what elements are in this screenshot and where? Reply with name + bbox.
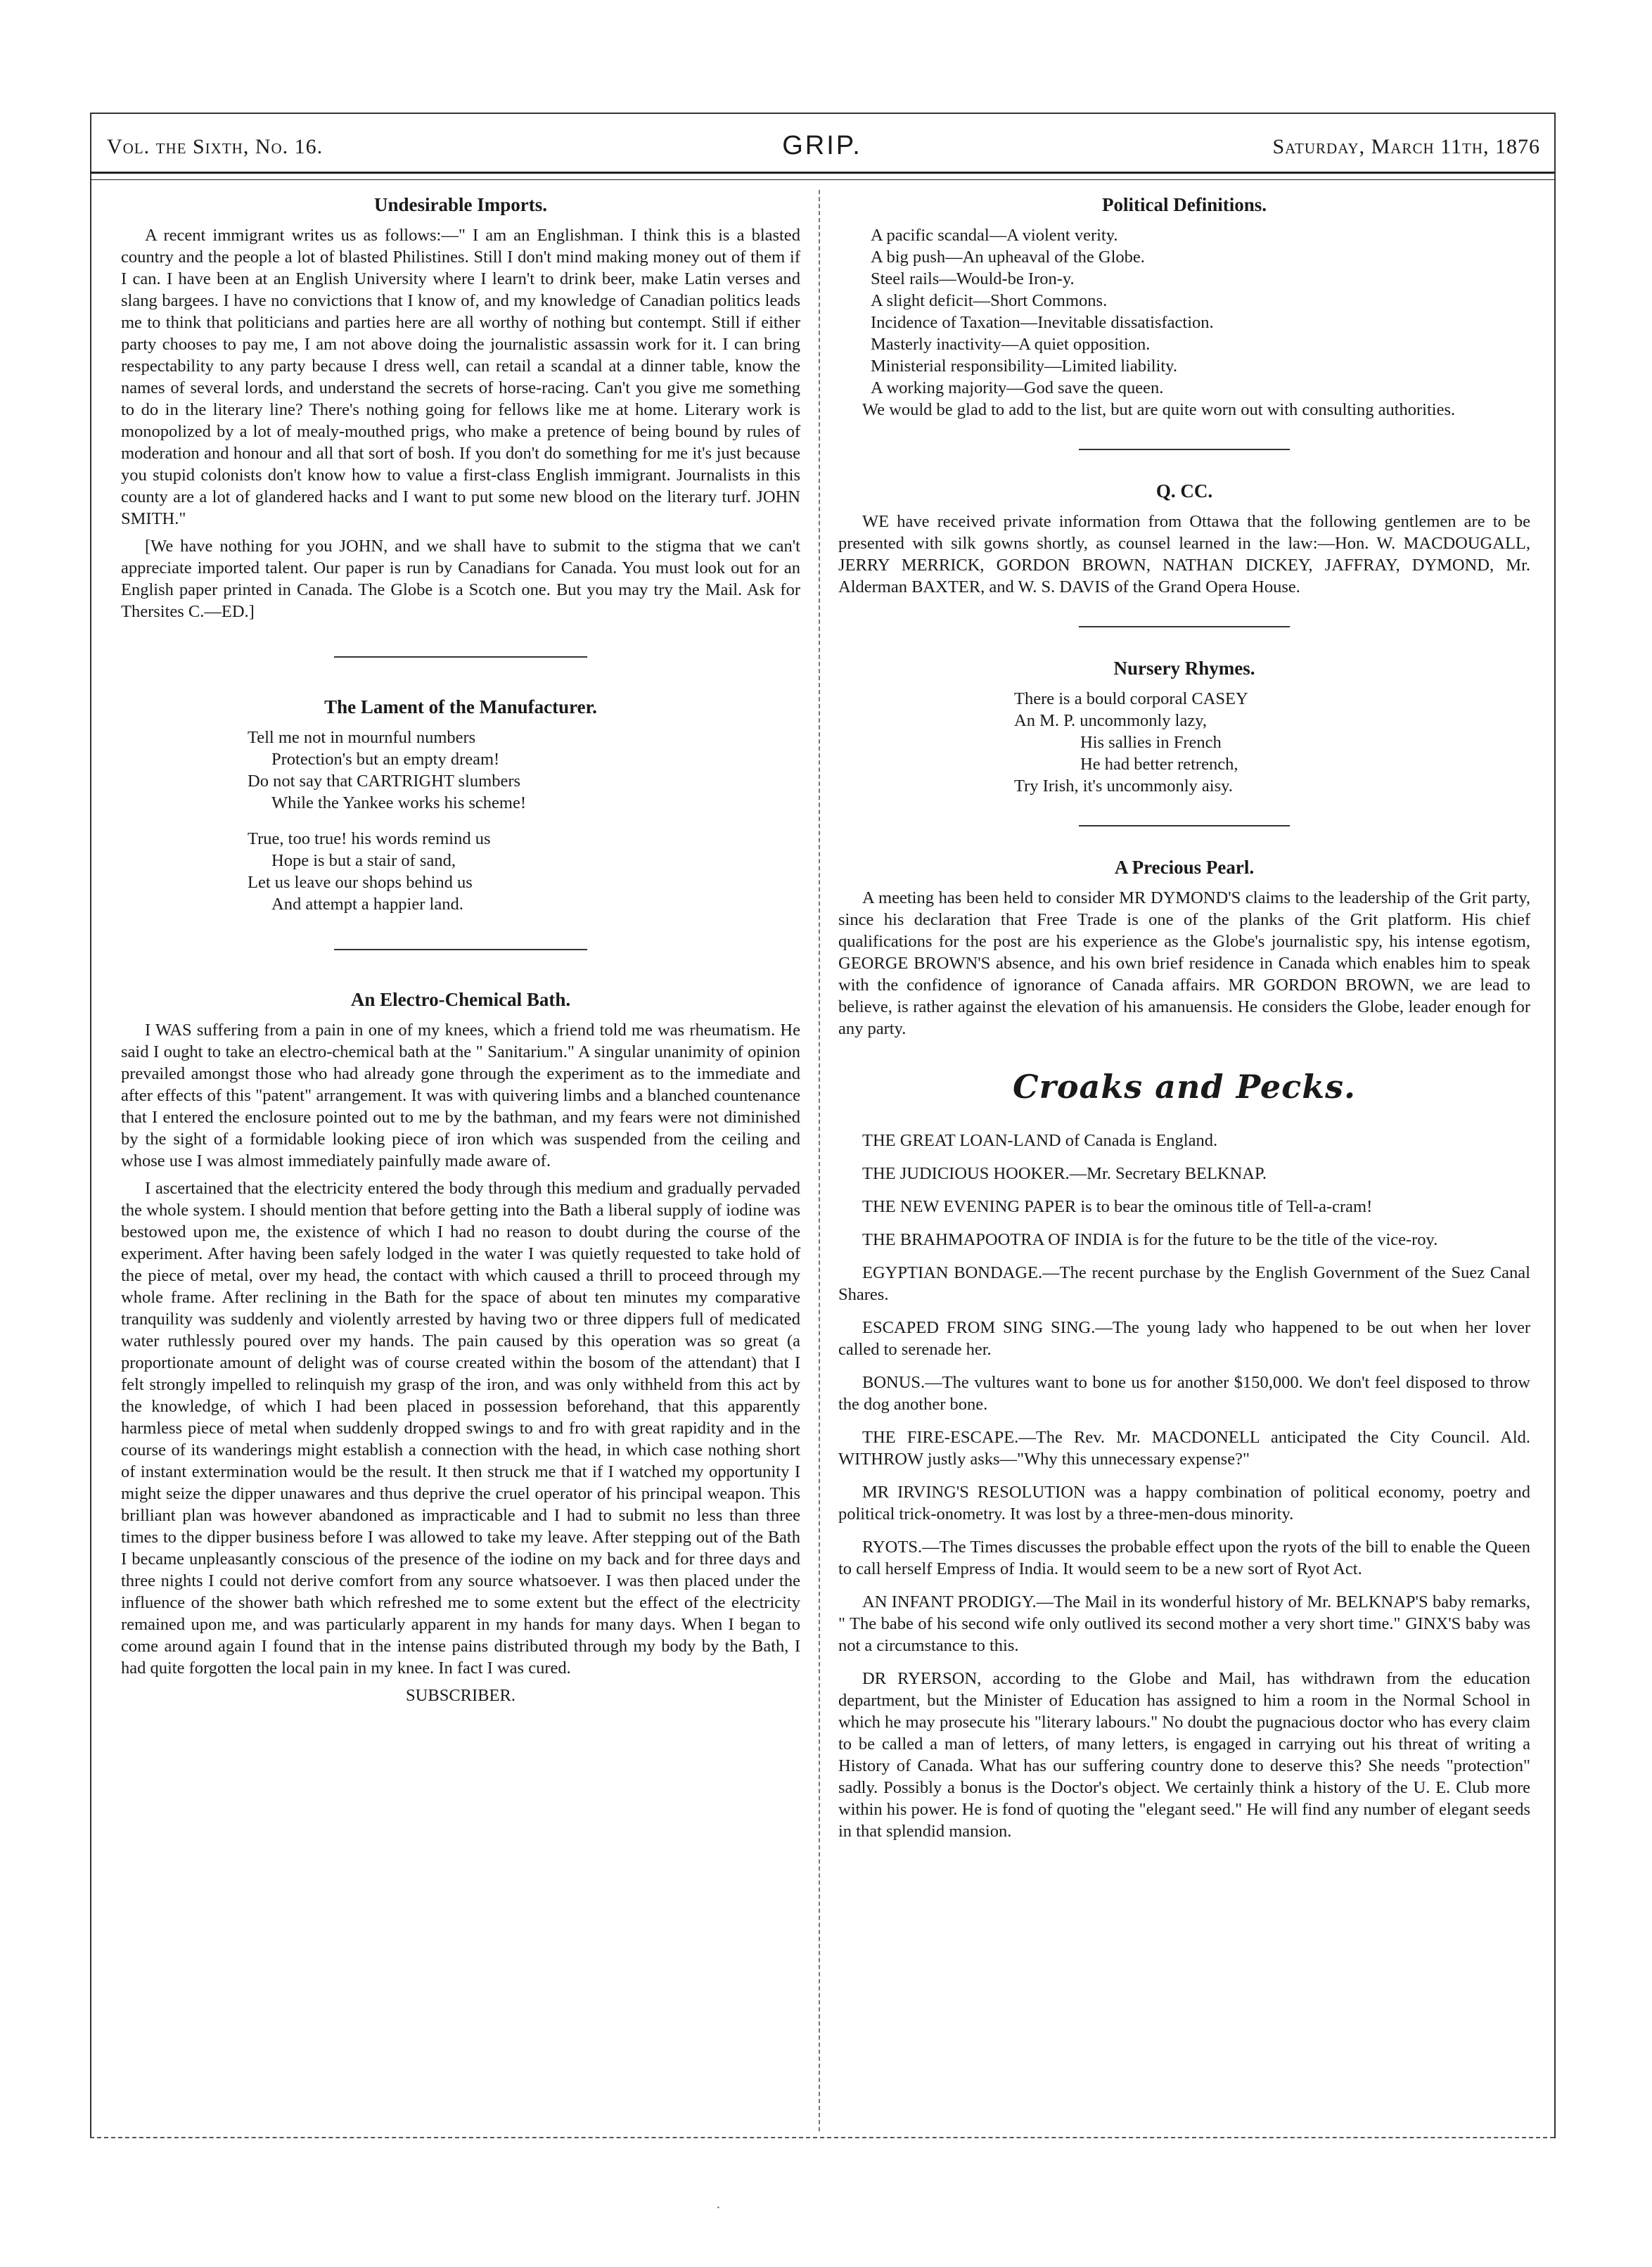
- poem-stanza: [248, 828, 800, 915]
- volume-number: Vol. the Sixth, No. 16.: [107, 135, 324, 158]
- poem-line: True, too true! his words remind us: [248, 829, 491, 848]
- poem-line: Protection's but an empty dream!: [271, 750, 500, 769]
- paragraph-text: —The Times discusses the probable effect upon the ryots of the bill to enable the Queen to call herself Empress of India. It would seem to be a new sort of Ryot Act.: [838, 1538, 1530, 1578]
- croak-paragraph: [838, 1536, 1530, 1580]
- poem-line: An M. P. uncommonly lazy,: [1014, 711, 1208, 730]
- paragraph-text: is to bear the ominous title of Tell-a-cram!: [1076, 1197, 1373, 1216]
- definition-item: A big push—An upheaval of the Globe.: [871, 248, 1145, 267]
- masthead-rule: [90, 172, 1554, 180]
- section-separator: [1079, 626, 1290, 630]
- paragraph-text: was a happy combination of political economy, poetry and political trick-onometry. It was lost by a three-men-dous minority.: [838, 1483, 1530, 1524]
- article-heading: A Precious Pearl.: [1114, 857, 1255, 878]
- croak-paragraph: [838, 1317, 1530, 1360]
- article-nursery-rhymes: [838, 658, 1530, 797]
- croak-paragraph: [838, 1426, 1530, 1470]
- poem-line: Try Irish, it's uncommonly aisy.: [1014, 777, 1233, 796]
- poem-line: Do not say that CARTRIGHT slumbers: [248, 772, 521, 791]
- paragraph-lead: EGYPTIAN BONDAGE.: [862, 1263, 1043, 1282]
- croak-paragraph: [838, 1229, 1530, 1251]
- croak-paragraph: [838, 1481, 1530, 1525]
- left-column: [121, 194, 800, 1712]
- editor-reply: [We have nothing for you JOHN, and we shall have to submit to the stigma that we can't appreciate imported talent. Our paper is run by Canadians for Canada. You must look out for an English paper printed in Canada. The Globe is a Scotch one. But you may try the Mail. Ask for Thersites C.—ED.]: [121, 537, 800, 621]
- article-heading: Undesirable Imports.: [373, 194, 547, 215]
- article-signature: SUBSCRIBER.: [406, 1686, 516, 1705]
- right-column: [838, 194, 1530, 1853]
- article-qc: [838, 480, 1530, 598]
- paragraph-lead: AN INFANT PRODIGY.: [862, 1592, 1037, 1611]
- paragraph-lead: MR IRVING'S RESOLUTION: [862, 1483, 1086, 1502]
- article-lament-manufacturer: [121, 696, 800, 915]
- masthead: [90, 113, 1554, 173]
- paragraph-lead: RYOTS.: [862, 1538, 923, 1557]
- paragraph-lead: ESCAPED FROM SING SING.: [862, 1318, 1096, 1337]
- paragraph-text: according to the Globe and Mail, has withdrawn from the education department, but the Minister of Education has assigned to him a room in the Normal School in which he may prosecute his "literary labours." No doubt the pugnacious doctor who has every claim to be called a man of letters, of many letters, is engaged in carrying out his threat of writing a History of Canada. What has our suffering country done to deserve this? She needs "protection" sadly. Possibly a bonus is the Doctor's object. We certainly think a history of the U. E. Club more within his power. He is fond of quoting the "elegant seed." He will find any number of elegant seeds in that splendid mansion.: [838, 1669, 1530, 1841]
- paragraph-text: —The Rev. Mr. MACDONELL anticipated the City Council. Ald. WITHROW justly asks—"Why this unnecessary expense?": [838, 1428, 1531, 1469]
- column-divider: [819, 190, 820, 2131]
- poem-line: Let us leave our shops behind us: [248, 873, 473, 892]
- definition-item: Ministerial responsibility—Limited liability.: [871, 357, 1177, 376]
- article-heading: The Lament of the Manufacturer.: [324, 696, 597, 717]
- definition-item: Masterly inactivity—A quiet opposition.: [871, 335, 1151, 354]
- paragraph-text: —The vultures want to bone us for another $150,000. We don't feel disposed to throw the dog another bone.: [838, 1373, 1530, 1414]
- paragraph-text: —The young lady who happened to be out when her lover called to serenade her.: [838, 1318, 1530, 1359]
- paragraph-lead: THE BRAHMAPOOTRA OF INDIA: [862, 1230, 1123, 1249]
- paragraph-lead: DR RYERSON,: [862, 1669, 982, 1688]
- publication-title: GRIP.: [782, 131, 862, 160]
- paragraph-lead: BONUS.: [862, 1373, 926, 1392]
- paragraph-text: —Mr. Secretary BELKNAP.: [1069, 1164, 1267, 1183]
- definition-item: A working majority—God save the queen.: [871, 378, 1164, 397]
- definition-list: [871, 224, 1530, 399]
- article-heading: Q. CC.: [1155, 480, 1213, 502]
- croak-paragraph: [838, 1196, 1530, 1218]
- paragraph-lead: THE GREAT LOAN-LAND: [862, 1131, 1061, 1150]
- definition-item: A slight deficit—Short Commons.: [871, 291, 1108, 310]
- poem-line: His sallies in French: [1080, 733, 1222, 752]
- croak-paragraph: [838, 1130, 1530, 1151]
- croak-paragraph: [838, 1668, 1530, 1842]
- paragraph-text: —The Mail in its wonderful history of Mr. BELKNAP'S baby remarks, " The babe of his second wife only outlived its second mother a very short time." GINX'S baby was not a circumstance to this.: [838, 1592, 1530, 1655]
- article-heading: Nursery Rhymes.: [1113, 658, 1255, 679]
- croak-paragraph: [838, 1163, 1530, 1184]
- poem-line: While the Yankee works his scheme!: [271, 793, 526, 812]
- stray-mark: ·: [716, 2200, 721, 2216]
- croak-paragraph: [838, 1372, 1530, 1415]
- article-electro-chemical-bath: [121, 989, 800, 1706]
- section-separator: [334, 656, 587, 660]
- section-separator: [1079, 825, 1290, 829]
- paragraph-lead: THE NEW EVENING PAPER: [862, 1197, 1077, 1216]
- croak-paragraph: [838, 1262, 1530, 1305]
- poem-line: He had better retrench,: [1080, 755, 1238, 774]
- section-heading: Croaks and Pecks.: [1013, 1068, 1356, 1106]
- article-paragraph: A meeting has been held to consider MR DYMOND'S claims to the leadership of the Grit party, since his declaration that Free Trade is one of the planks of the Grit platform. His chief qualifications for the post are his experience as the Globe's journalistic spy, his intense egotism, GEORGE BROWN'S absence, and his own brief residence in Canada which enables him to speak with the confidence of ignorance of Canada affairs. MR GORDON BROWN, we are lead to believe, is rather against the elevation of his amanuensis. He considers the Globe, leader enough for any party.: [838, 888, 1530, 1038]
- article-undesirable-imports: [121, 194, 800, 622]
- article-paragraph: I ascertained that the electricity entered the body through this medium and gradually pervaded the whole system. I should mention that before getting into the Bath a liberal supply of iodine was bestowed upon me, the existence of which I had no reason to doubt during the course of the experiment. After having been safely lodged in the water I was quietly requested to take hold of the piece of metal, over my head, the contact with which caused a thrill to proceed through my whole frame. After reclining in the Bath for the space of about ten minutes my comparative tranquility was suddenly and violently arrested by having two or three dippers full of medicated water ruthlessly poured over my hands. The pain caused by this operation was so great (a proportionate amount of delight was of course created within the bosom of the attendant) that I felt strongly impelled to relinquish my grasp of the iron, and was only withheld from this act by the knowledge, of which I had been placed in possession beforehand, that this apparently harmless piece of metal when suddenly dropped swings to and fro with great rapidity and in the course of its wanderings might establish a connection with the head, in which case nothing short of instant extermination would be the result. It then struck me that if I watched my opportunity I might seize the dipper unawares and thus deprive the cruel operator of his principal weapon. This brilliant plan was however abandoned as impracticable and I had to submit no less than three times to the dipper business before I was allowed to take my leave. After stepping out of the Bath I became unpleasantly conscious of the presence of the iodine on my back and for three days and three nights I could not derive comfort from any source whatsoever. I was then placed under the influence of the shower bath which refreshed me to some extent but the effect of the electricity remained upon me, and was particularly apparent in my hands for many days. When I began to come around again I found that in the intense pains distributed through my body by the Bath, I had quite forgotten the local pain in my knee. In fact I was cured.: [121, 1179, 800, 1678]
- poem-line: Tell me not in mournful numbers: [248, 728, 476, 747]
- paragraph-lead: THE FIRE-ESCAPE.: [862, 1428, 1019, 1447]
- paragraph-lead: THE JUDICIOUS HOOKER.: [862, 1164, 1070, 1183]
- paragraph-text: of Canada is England.: [1061, 1131, 1218, 1150]
- definition-item: A pacific scandal—A violent verity.: [871, 226, 1118, 245]
- poem-line: Hope is but a stair of sand,: [271, 851, 456, 870]
- article-paragraph: We would be glad to add to the list, but are quite worn out with consulting authorities.: [862, 400, 1456, 419]
- paragraph-text: is for the future to be the title of the vice-roy.: [1122, 1230, 1438, 1249]
- paragraph-list: [838, 1130, 1530, 1842]
- paragraph-text: —The recent purchase by the English Government of the Suez Canal Shares.: [838, 1263, 1530, 1304]
- article-heading: Political Definitions.: [1102, 194, 1267, 215]
- article-paragraph: WE have received private information from Ottawa that the following gentlemen are to be presented with silk gowns shortly, as counsel learned in the law:—Hon. W. MACDOUGALL, JERRY MERRICK, GORDON BROWN, NATHAN DICKEY, JAFFRAY, DYMOND, Mr. Alderman BAXTER, and W. S. DAVIS of the Grand Opera House.: [838, 512, 1530, 596]
- definition-item: Steel rails—Would-be Iron-y.: [871, 269, 1075, 288]
- rhyme-verse: [1014, 688, 1530, 797]
- issue-date: Saturday, March 11th, 1876: [1272, 135, 1540, 158]
- section-croaks-and-pecks: [838, 1068, 1530, 1842]
- poem-line: And attempt a happier land.: [271, 895, 463, 914]
- croak-paragraph: [838, 1591, 1530, 1656]
- definition-item: Incidence of Taxation—Inevitable dissatisfaction.: [871, 313, 1214, 332]
- section-separator: [1079, 449, 1290, 452]
- article-paragraph: A recent immigrant writes us as follows:—" I am an Englishman. I think this is a blasted country and the people a lot of blasted Philistines. Still I don't mind making money out of them if I can. I have been at an English University where I learn't to drink beer, make Latin verses and slang bargees. I have no convictions that I know of, and my knowledge of Canadian politics leads me to think that politicians and parties here are all worthy of nothing but contempt. Still if either party chooses to pay me, I am not above doing the journalistic assassin work for it. I can bring respectability to any party because I dress well, can retail a scandal at a dinner table, know the names of several lords, and understand the secrets of horse-racing. Can't you give me something to do in the literary line? There's nothing going for fellows like me at home. Literary work is monopolized by a lot of mealy-mouthed prigs, who make a pretence of being bound by rules of moderation and honour and all that sort of bosh. If you don't do something for me it's just because you stupid colonists don't know how to value a first-class English immigrant. Journalists in this county are a lot of glandered hacks and I want to put some new blood on the literary turf. JOHN SMITH.": [121, 226, 800, 528]
- poem-stanza: [248, 727, 800, 814]
- article-precious-pearl: [838, 857, 1530, 1040]
- bottom-rule: [90, 2137, 1554, 2138]
- article-paragraph: I WAS suffering from a pain in one of my knees, which a friend told me was rheumatism. He said I ought to take an electro-chemical bath at the " Sanitarium." A singular unanimity of opinion prevailed amongst those who had already gone through the experiment as to the immediate and after effects of this "patent" arrangement. It was with quivering limbs and a blanched countenance that I entered the enclosure pointed out to me by the bathman, and my fears were not diminished by the sight of a formidable looking piece of iron which was suspended from the ceiling and whose use I was almost immediately painfully made aware of.: [121, 1021, 800, 1170]
- section-separator: [334, 949, 587, 952]
- article-heading: An Electro-Chemical Bath.: [350, 989, 571, 1010]
- poem-line: There is a bould corporal CASEY: [1014, 689, 1248, 708]
- article-political-definitions: [838, 194, 1530, 421]
